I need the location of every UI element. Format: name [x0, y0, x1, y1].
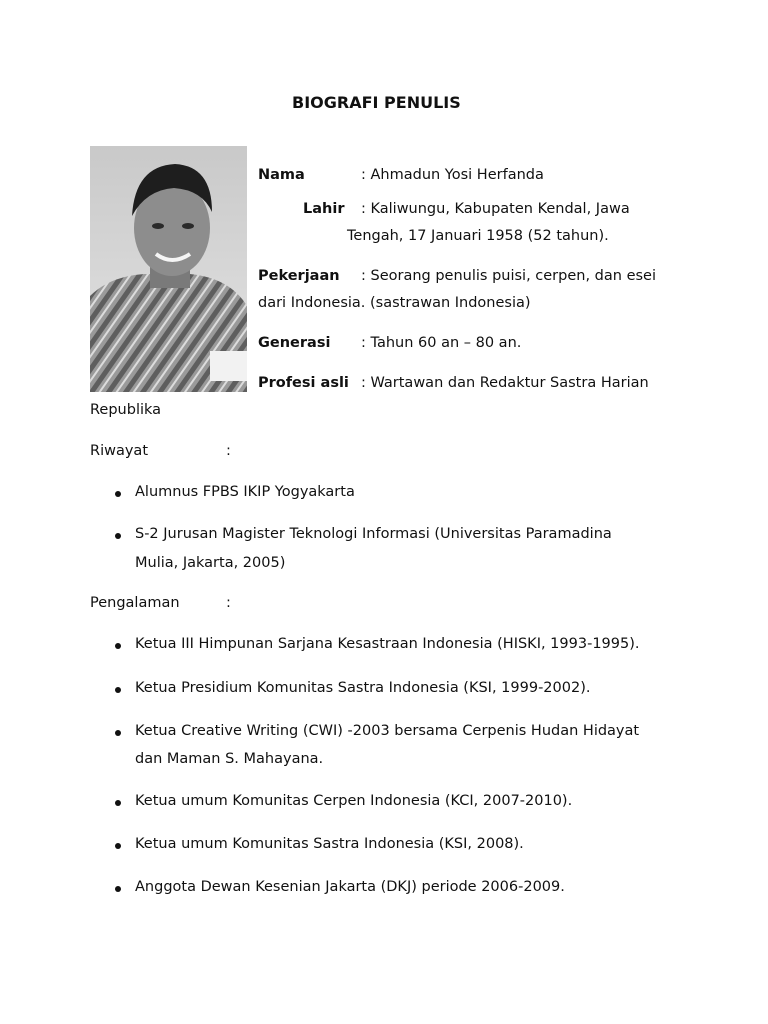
lahir-label: Lahir — [303, 201, 345, 217]
pekerjaan-label: Pekerjaan — [258, 268, 340, 284]
bullet-icon — [115, 491, 121, 497]
nama-label: Nama — [258, 167, 305, 183]
pekerjaan-value-line-2: dari Indonesia. (sastrawan Indonesia) — [258, 295, 531, 311]
bullet-icon — [115, 800, 121, 806]
lahir-value-line-1: : Kaliwungu, Kabupaten Kendal, Jawa — [361, 201, 630, 217]
pengalaman-item: Ketua Creative Writing (CWI) -2003 bersama Cerpenis Hudan Hidayat — [135, 723, 640, 739]
author-portrait-icon — [90, 146, 247, 392]
bullet-icon — [115, 643, 121, 649]
pengalaman-item: Ketua III Himpunan Sarjana Kesastraan Indonesia (HISKI, 1993-1995). — [135, 636, 640, 652]
pengalaman-item: Anggota Dewan Kesenian Jakarta (DKJ) periode 2006-2009. — [135, 879, 565, 895]
generasi-value: : Tahun 60 an – 80 an. — [361, 335, 522, 351]
profesi-value-line-2: Republika — [90, 402, 162, 418]
profesi-value-line-1: : Wartawan dan Redaktur Sastra Harian — [361, 375, 649, 391]
bullet-icon — [115, 886, 121, 892]
riwayat-item: Alumnus FPBS IKIP Yogyakarta — [135, 484, 355, 500]
pekerjaan-value-line-1: : Seorang penulis puisi, cerpen, dan esei — [361, 268, 656, 284]
pengalaman-item: Ketua umum Komunitas Sastra Indonesia (KSI, 2008). — [135, 836, 524, 852]
pengalaman-label: Pengalaman — [90, 595, 180, 611]
bullet-icon — [115, 687, 121, 693]
pengalaman-item: Ketua Presidium Komunitas Sastra Indonesia (KSI, 1999-2002). — [135, 680, 591, 696]
pengalaman-colon: : — [226, 595, 231, 611]
profesi-label: Profesi asli — [258, 375, 349, 391]
bullet-icon — [115, 730, 121, 736]
riwayat-label: Riwayat — [90, 443, 148, 459]
lahir-value-line-2: Tengah, 17 Januari 1958 (52 tahun). — [347, 228, 609, 244]
riwayat-item: S-2 Jurusan Magister Teknologi Informasi (Universitas Paramadina — [135, 526, 612, 542]
pengalaman-item-continuation: dan Maman S. Mahayana. — [135, 751, 324, 767]
pengalaman-item: Ketua umum Komunitas Cerpen Indonesia (KCI, 2007-2010). — [135, 793, 573, 809]
nama-value: : Ahmadun Yosi Herfanda — [361, 167, 544, 183]
bullet-icon — [115, 843, 121, 849]
author-photo — [90, 146, 247, 392]
riwayat-colon: : — [226, 443, 231, 459]
page-title: BIOGRAFI PENULIS — [292, 93, 461, 112]
bullet-icon — [115, 533, 121, 539]
riwayat-item-continuation: Mulia, Jakarta, 2005) — [135, 555, 286, 571]
generasi-label: Generasi — [258, 335, 331, 351]
